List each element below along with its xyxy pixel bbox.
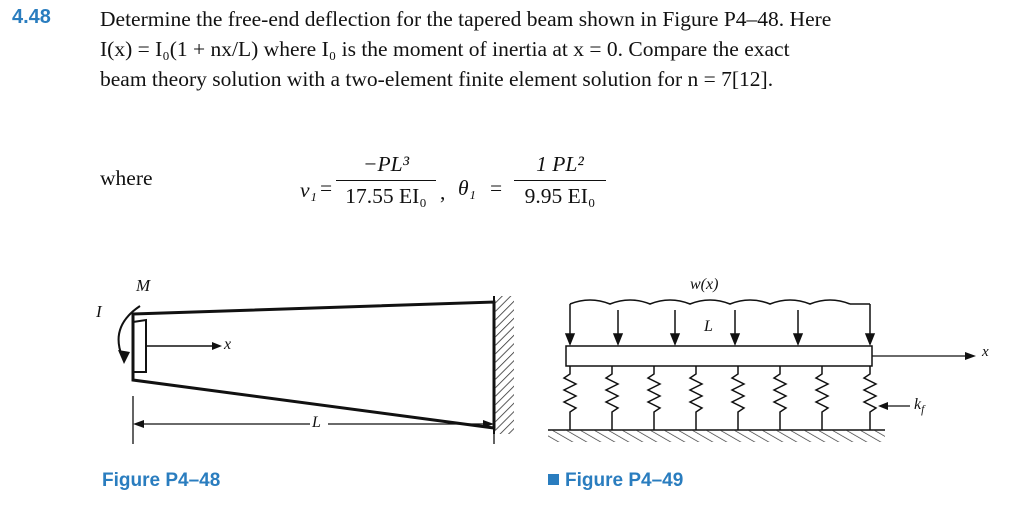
label-x-49: x <box>982 344 989 360</box>
theta1-fraction <box>514 152 606 209</box>
theta1-numerator: 1 PL² <box>536 152 584 176</box>
caption-marker-icon <box>548 474 559 485</box>
v1-numerator: −PL³ <box>362 152 410 176</box>
v1-symbol: v₁ <box>300 178 318 202</box>
label-load-w: w(x) <box>690 276 719 293</box>
figure-p4-49-drawing <box>540 270 1010 460</box>
problem-statement <box>100 4 1000 94</box>
moment-arrow-icon <box>118 350 130 364</box>
label-L-49: L <box>704 318 713 335</box>
v1-denominator: 17.55 EI₀ <box>345 184 427 208</box>
label-x-48: x <box>224 336 232 353</box>
fixed-wall-hatch <box>494 296 514 434</box>
label-inertia-I: I <box>96 302 102 321</box>
problem-line-2: I(x) = I₀(1 + nx/L) where I₀ is the moment of inertia at x = 0. Compare the exact <box>100 37 790 61</box>
elastic-foundation-springs-icon <box>564 366 876 430</box>
x-axis-arrow-49-icon <box>965 352 976 360</box>
caption-figure-p4-49: Figure P4–49 <box>548 470 683 492</box>
caption-figure-p4-48: Figure P4–48 <box>102 470 221 491</box>
theta1-equals: = <box>490 176 503 200</box>
beam-on-foundation <box>566 346 872 366</box>
label-L-48: L <box>312 414 321 431</box>
distributed-load-arrows-icon <box>566 310 874 344</box>
v1-equals: = <box>320 176 333 200</box>
ground-hatch <box>548 430 885 442</box>
label-kf: $k_f$ <box>914 396 925 417</box>
x-axis-arrow-icon <box>212 342 222 350</box>
figure-p4-48-drawing <box>80 268 540 458</box>
v1-fraction <box>336 152 436 209</box>
theta1-symbol: θ₁ <box>458 176 477 200</box>
label-moment-M: M <box>136 276 151 295</box>
where-label: where <box>100 166 153 190</box>
problem-line-1: Determine the free-end deflection for the tapered beam shown in Figure P4–48. Here <box>100 7 832 31</box>
equation-comma: , <box>440 180 446 204</box>
theta1-denominator: 9.95 EI₀ <box>524 184 596 208</box>
problem-number: 4.48 <box>12 6 51 28</box>
problem-line-3: beam theory solution with a two-element finite element solution for n = 7[12]. <box>100 67 774 91</box>
tapered-beam <box>133 302 494 428</box>
